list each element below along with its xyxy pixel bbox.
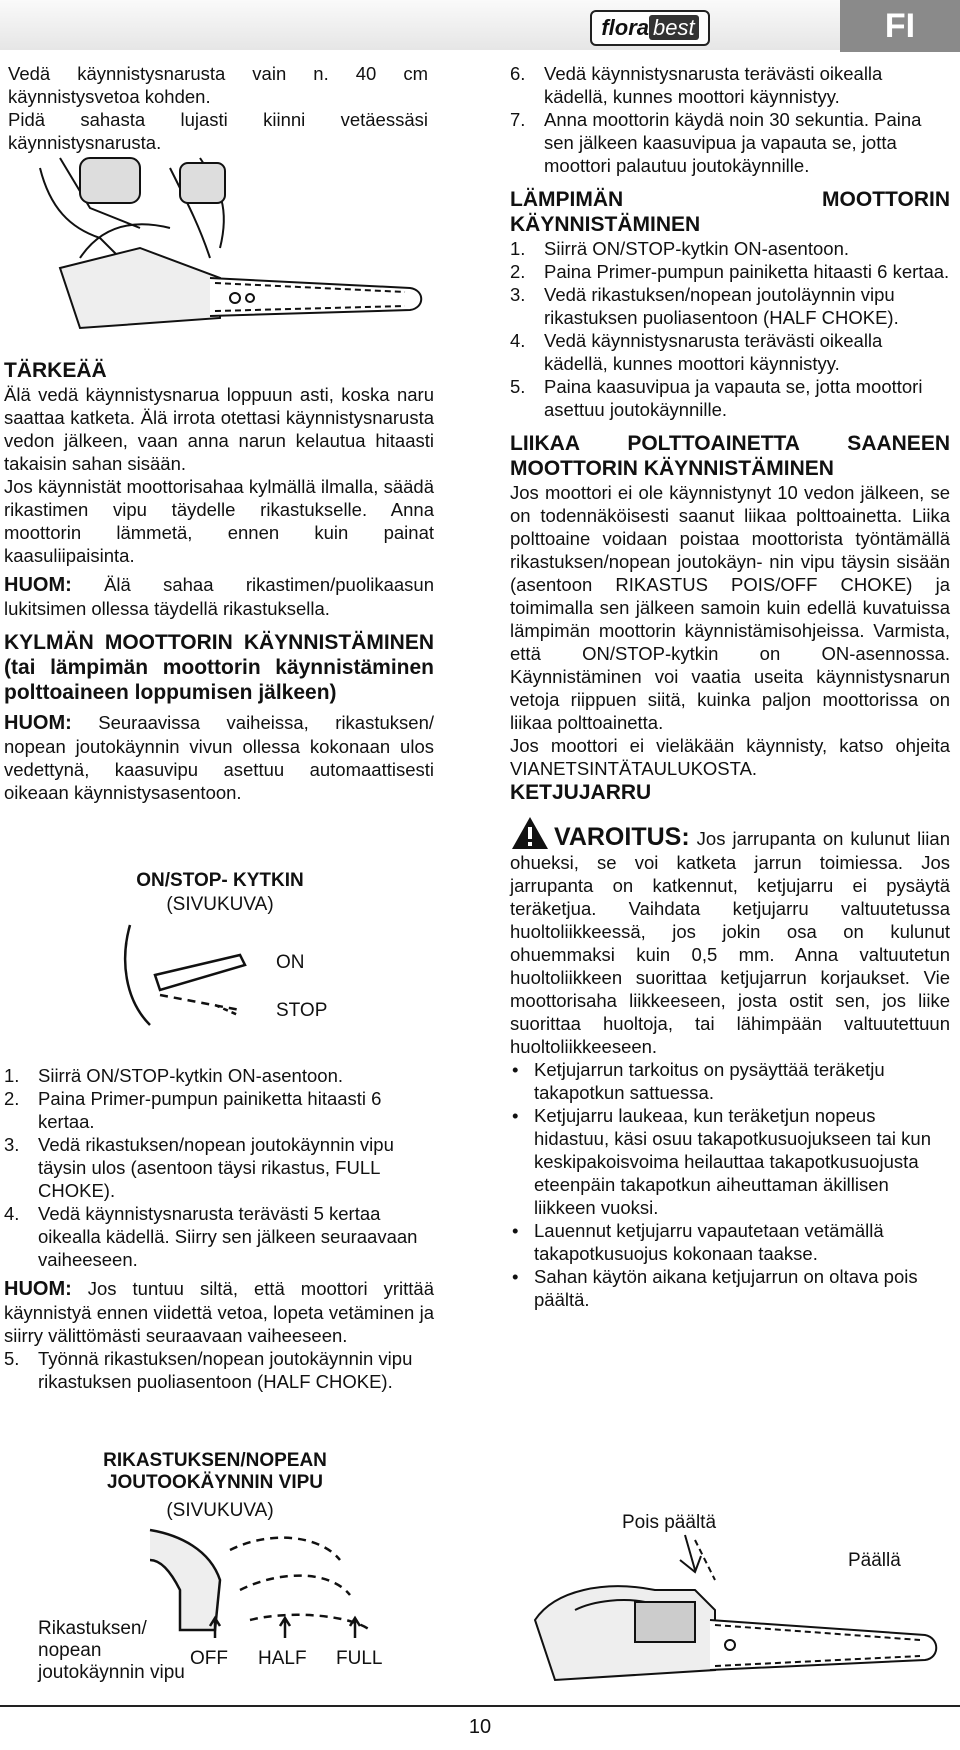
switch-subtitle: (SIVUKUVA) xyxy=(166,894,274,915)
switch-on-label: ON xyxy=(276,952,305,973)
note2-label: HUOM: xyxy=(4,712,72,734)
note2-text: Seuraavissa vaiheissa, rikastuksen/ nopean joutokäynnin vivun ollessa kokonaan ulos vedettynä, kaasuvipu asettuu automaattisesti oikeaan käynnistysasentoon. xyxy=(4,712,434,803)
intro-line-1: Vedä käynnistysnarusta vain n. 40 cm käynnistysvetoa kohden. xyxy=(8,63,428,107)
warning-label: VAROITUS: xyxy=(554,823,690,851)
cold-start-title: KYLMÄN MOOTTORIN KÄYNNISTÄMINEN (tai lämpimän moottorin käynnistäminen polttoaineen loppumisen jälkeen) xyxy=(4,631,434,704)
left-column-main xyxy=(4,358,434,804)
brake-off-label: Pois päältä xyxy=(622,1512,717,1533)
language-tab: FI xyxy=(840,0,960,52)
step: 6. Vedä käynnistysnarusta terävästi oikealla kädellä, kunnes moottori käynnistyy. xyxy=(510,63,883,107)
cold-step: 1. Siirrä ON/STOP-kytkin ON-asentoon. xyxy=(4,1065,343,1086)
warm-step: 3. Vedä rikastuksen/nopean joutoläynnin vipu rikastuksen puoliasentoon (HALF CHOKE). xyxy=(510,284,899,328)
bullet-item: • Ketjujarrun tarkoitus on pysäyttää teräketju takapotkun sattuessa. xyxy=(512,1059,885,1103)
flooded-title: LIIKAA POLTTOAINETTA SAANEEN MOOTTORIN KÄYNNISTÄMINEN xyxy=(510,432,950,480)
cold-step: 3. Vedä rikastuksen/nopean joutokäynnin vipu täysin ulos (asentoon täysi rikastus, FULL CHOKE). xyxy=(4,1134,394,1201)
note3-text: Jos tuntuu siltä, että moottori yrittää käynnistyä ennen viidettä vetoa, lopeta vetäminen ja siirry välittömästi seuraavaan vaiheeseen. xyxy=(4,1278,434,1346)
chain-brake-title: KETJUJARRU xyxy=(510,781,652,804)
warm-start-title: LÄMPIMÄN MOOTTORIN KÄYNNISTÄMINEN xyxy=(510,188,950,236)
starter-pull-illustration xyxy=(20,148,440,338)
choke-caption: Rikastuksen/ nopean joutokäynnin vipu xyxy=(38,1618,185,1683)
warm-step: 1. Siirrä ON/STOP-kytkin ON-asentoon. xyxy=(510,238,849,259)
cold-steps xyxy=(4,1064,434,1393)
brake-on-label: Päällä xyxy=(848,1550,901,1571)
choke-full-label: FULL xyxy=(336,1648,383,1669)
choke-subtitle: (SIVUKUVA) xyxy=(166,1500,274,1521)
bullet-item: • Lauennut ketjujarru vapautetaan vetämällä takapotkusuojus kokonaan taakse. xyxy=(512,1220,884,1264)
switch-illustration xyxy=(120,920,270,1030)
warm-step: 2. Paina Primer-pumpun painiketta hitaasti 6 kertaa. xyxy=(510,261,950,282)
logo-main: flora xyxy=(601,15,650,40)
flooded-text: Jos moottori ei ole käynnistynyt 10 vedon jälkeen, se on todennäköisesti saanut liikaa polttoainetta. Liika polttoaine voidaan poistaa moottorista työntämällä rikastuksen/nopean joutokäyn- nin vipu täysin sisään (asentoon RIKASTUS POIS/OFF CHOKE) ja toimimalla sen jälkeen samoin kuin edellä kuvatuissa lämpimän moottorin käynnistämisohjeissa. Varmista, että ON/STOP-kytkin on ON-asennossa. Käynnistäminen voi vaatia useita käynnistysnarun vetoja riippuen siitä, kuinka paljon moottorissa on liikaa polttoainetta. xyxy=(510,482,950,733)
warm-step: 4. Vedä käynnistysnarusta terävästi oikealla kädellä, kunnes moottori käynnistyy. xyxy=(510,330,883,374)
brand-logo xyxy=(590,10,710,46)
footer-rule xyxy=(0,1705,960,1707)
chain-brake-illustration xyxy=(515,1530,945,1695)
bullet-item: • Ketjujarru laukeaa, kun teräketjun nopeus hidastuu, käsi osuu takapotkusuojukseen tai kun keskipakoisvoima heilauttaa takapotkusuojusta eteenpäin takapotkun aiheuttaman äkillisen liikkeen vuoksi. xyxy=(512,1105,931,1218)
header-band xyxy=(0,0,960,50)
right-column xyxy=(510,62,950,1311)
cold-weather-text: Jos käynnistät moottorisahaa kylmällä ilmalla, säädä rikastimen vipu täydelle rikastukselle. Anna moottorin lämmetä, ennen kuin painat kaasuliipaisinta. xyxy=(4,476,434,566)
warning-text: Jos jarrupanta on kulunut liian ohueksi, se voi katketa jarrun toimiessa. Jos jarrupanta on katkennut, ketjujarru ei pysäytä teräketjua. Vaihdata ketjujarru valtuutetussa huoltoliikkeessä, jos jokin osa on kulunut ohuemmaksi kuin 0,5 mm. Anna valtuutetun huoltoliikkeen suorittaa ketjujarrun korjaukset. Vie moottorisaha liikkeeseen, josta ostit sen, jos liike suorittaa huoltoja, tai lähimpään valtuutettuun huoltoliikkeeseen. xyxy=(510,828,950,1057)
important-text: Älä vedä käynnistysnarua loppuun asti, koska naru saattaa katketa. Älä irrota otettasi käynnistysnarusta vedon jälkeen, vaan anna narun kelautua hitaasti takaisin sahan sisään. xyxy=(4,384,434,474)
page-number: 10 xyxy=(468,1716,492,1738)
choke-half-label: HALF xyxy=(258,1648,307,1669)
choke-off-label: OFF xyxy=(190,1648,228,1669)
intro-line-2: Pidä sahasta lujasti kiinni vetäessäsi käynnistysnarusta. xyxy=(8,109,428,153)
flooded-text-2: Jos moottori ei vieläkään käynnisty, katso ohjeita VIANETSINTÄTAULUKOSTA. xyxy=(510,735,950,779)
cold-step: 4. Vedä käynnistysnarusta terävästi 5 kertaa oikealla kädellä. Siirry sen jälkeen seuraavaan vaiheeseen. xyxy=(4,1203,418,1270)
warm-step: 5. Paina kaasuvipua ja vapauta se, jotta moottori asettuu joutokäynnille. xyxy=(510,376,923,420)
logo-accent: best xyxy=(649,15,699,40)
switch-title: ON/STOP- KYTKIN xyxy=(136,870,304,891)
note3-label: HUOM: xyxy=(4,1278,72,1300)
choke-title: RIKASTUKSEN/NOPEAN JOUTOOKÄYNNIN VIPU xyxy=(103,1450,327,1493)
warning-icon xyxy=(510,815,550,851)
important-title: TÄRKEÄÄ xyxy=(4,359,107,382)
switch-stop-label: STOP xyxy=(276,1000,328,1021)
step: 7. Anna moottorin käydä noin 30 sekuntia. Paina sen jälkeen kaasuvipua ja vapauta se, jotta moottori palautuu joutokäynnille. xyxy=(510,109,922,176)
left-column-top xyxy=(8,62,428,154)
note1-text: Älä sahaa rikastimen/puolikaasun lukitsimen ollessa täydellä rikastuksella. xyxy=(4,574,434,619)
note1-label: HUOM: xyxy=(4,574,72,596)
cold-step: 2. Paina Primer-pumpun painiketta hitaasti 6 kertaa. xyxy=(4,1088,382,1132)
cold-step-5: 5. Työnnä rikastuksen/nopean joutokäynnin vipu rikastuksen puoliasentoon (HALF CHOKE). xyxy=(4,1348,413,1392)
bullet-item: • Sahan käytön aikana ketjujarrun on oltava pois päältä. xyxy=(512,1266,918,1310)
